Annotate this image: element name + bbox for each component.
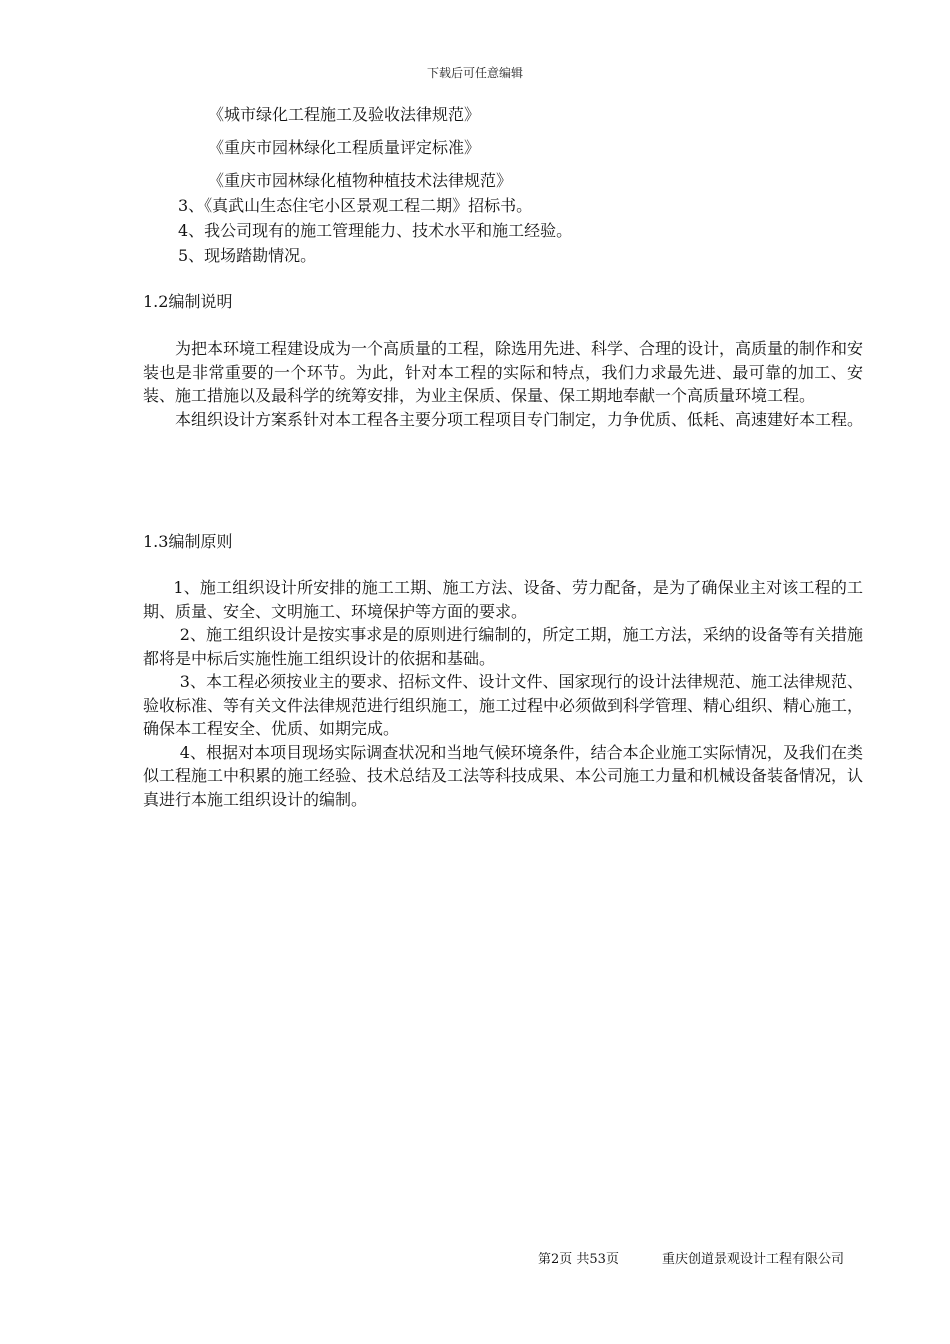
reference-item: 《城市绿化工程施工及验收法律规范》: [208, 105, 481, 124]
section-body-1-3: [143, 576, 863, 811]
page-number: 第2页 共53页: [538, 1252, 619, 1267]
reference-item: 3、《真武山生态住宅小区景观工程二期》招标书。: [178, 196, 533, 215]
paragraph: 4、根据对本项目现场实际调查状况和当地气候环境条件，结合本企业施工实际情况，及我们在类似工程施工中积累的施工经验、技术总结及工法等科技成果、本公司施工力量和机械设备装备情况，认真进行本施工组织设计的编制。: [143, 742, 864, 809]
reference-item: 4、我公司现有的施工管理能力、技术水平和施工经验。: [178, 221, 573, 240]
reference-item: 《重庆市园林绿化工程质量评定标准》: [208, 138, 481, 157]
paragraph: 2、施工组织设计是按实事求是的原则进行编制的，所定工期，施工方法，采纳的设备等有关措施都将是中标后实施性施工组织设计的依据和基础。: [143, 625, 863, 668]
company-name: 重庆创道景观设计工程有限公司: [662, 1252, 845, 1267]
paragraph: 1、施工组织设计所安排的施工工期、施工方法、设备、劳力配备，是为了确保业主对该工程的工期、质量、安全、文明施工、环境保护等方面的要求。: [143, 578, 863, 621]
section-body-1-2: [143, 337, 863, 431]
paragraph: 本组织设计方案系针对本工程各主要分项工程项目专门制定，力争优质、低耗、高速建好本工程。: [175, 409, 864, 429]
paragraph: 3、本工程必须按业主的要求、招标文件、设计文件、国家现行的设计法律规范、施工法律规范、验收标准、等有关文件法律规范进行组织施工，施工过程中必须做到科学管理、精心组织、精心施工，确保本工程安全、优质、如期完成。: [143, 672, 864, 738]
section-heading-1-3: 1.3编制原则: [143, 532, 233, 551]
paragraph: 为把本环境工程建设成为一个高质量的工程，除选用先进、科学、合理的设计，高质量的制作和安装也是非常重要的一个环节。为此，针对本工程的实际和特点，我们力求最先进、最可靠的加工、安装、施工措施以及最科学的统筹安排，为业主保质、保量、保工期地奉献一个高质量环境工程。: [143, 339, 864, 405]
reference-item: 5、现场踏勘情况。: [178, 246, 317, 265]
page-header: 下载后可任意编辑: [426, 66, 523, 80]
section-heading-1-2: 1.2编制说明: [143, 292, 233, 311]
reference-item: 《重庆市园林绿化植物种植技术法律规范》: [208, 171, 513, 190]
